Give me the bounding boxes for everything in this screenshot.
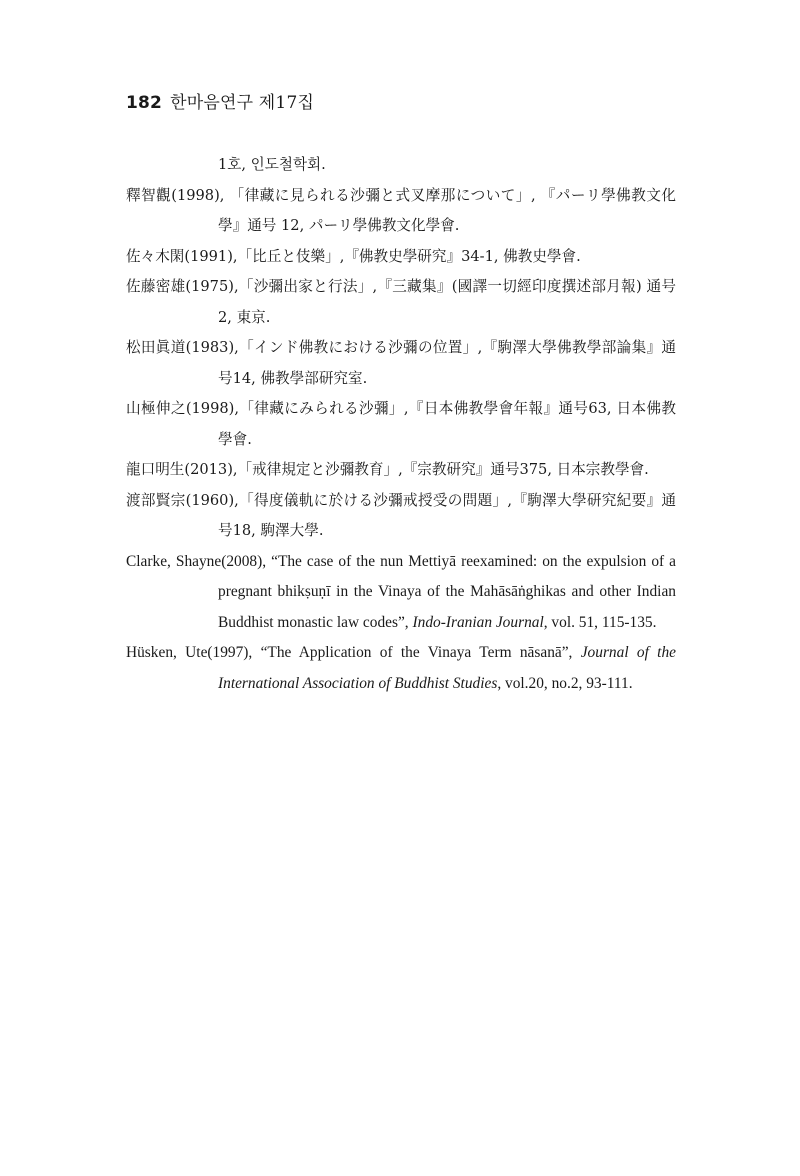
journal-name: Journal of the International Association of Buddhist Studies — [218, 644, 676, 692]
reference-entry: 山極伸之(1998),「律藏にみられる沙彌」,『日本佛教學會年報』通号63, 日本佛教學會. — [126, 400, 676, 448]
reference-list — [126, 150, 676, 699]
reference-text: Clarke, Shayne(2008), “The case of the nun Mettiyā reexamined: on the expulsion of a pregnant bhikṣuṇī in the Vinaya of the Mahāsāṅghikas and other Indian Buddhist monastic law codes”, — [126, 552, 676, 631]
reference-entry — [126, 638, 676, 699]
reference-text: , vol. 51, 115-135. — [543, 613, 657, 631]
reference-entry: 渡部賢宗(1960),「得度儀軌に於ける沙彌戒授受の問題」,『駒澤大學研究紀要』通号18, 駒澤大學. — [126, 491, 676, 539]
reference-entry: 釋智觀(1998), 「律藏に見られる沙彌と式叉摩那について」, 『パーリ學佛教文化學』通号 12, パーリ學佛教文化學會. — [126, 186, 676, 234]
reference-text: Hüsken, Ute(1997), “The Application of the Vinaya Term nāsanā”, — [126, 644, 581, 661]
running-head — [126, 88, 314, 113]
journal-name: Indo-Iranian Journal — [412, 613, 544, 631]
reference-continuation: 1호, 인도철학회. — [218, 156, 326, 173]
reference-entry — [126, 547, 676, 639]
reference-entry: 佐藤密雄(1975),「沙彌出家と行法」,『三藏集』(國譯一切經印度撰述部月報) 通号 2, 東京. — [126, 278, 676, 326]
reference-entry: 松田眞道(1983),「インド佛教における沙彌の位置」,『駒澤大學佛教學部論集』通号14, 佛教學部研究室. — [126, 339, 676, 387]
reference-entry: 龍口明生(2013),「戒律規定と沙彌教育」,『宗教研究』通号375, 日本宗教學會. — [126, 461, 649, 478]
reference-entry: 佐々木閑(1991),「比丘と伎樂」,『佛教史學研究』34-1, 佛教史學會. — [126, 247, 581, 265]
journal-title: 한마음연구 제17집 — [170, 93, 315, 113]
reference-text: , vol.20, no.2, 93-111. — [497, 674, 633, 692]
page-number: 182 — [126, 93, 163, 113]
